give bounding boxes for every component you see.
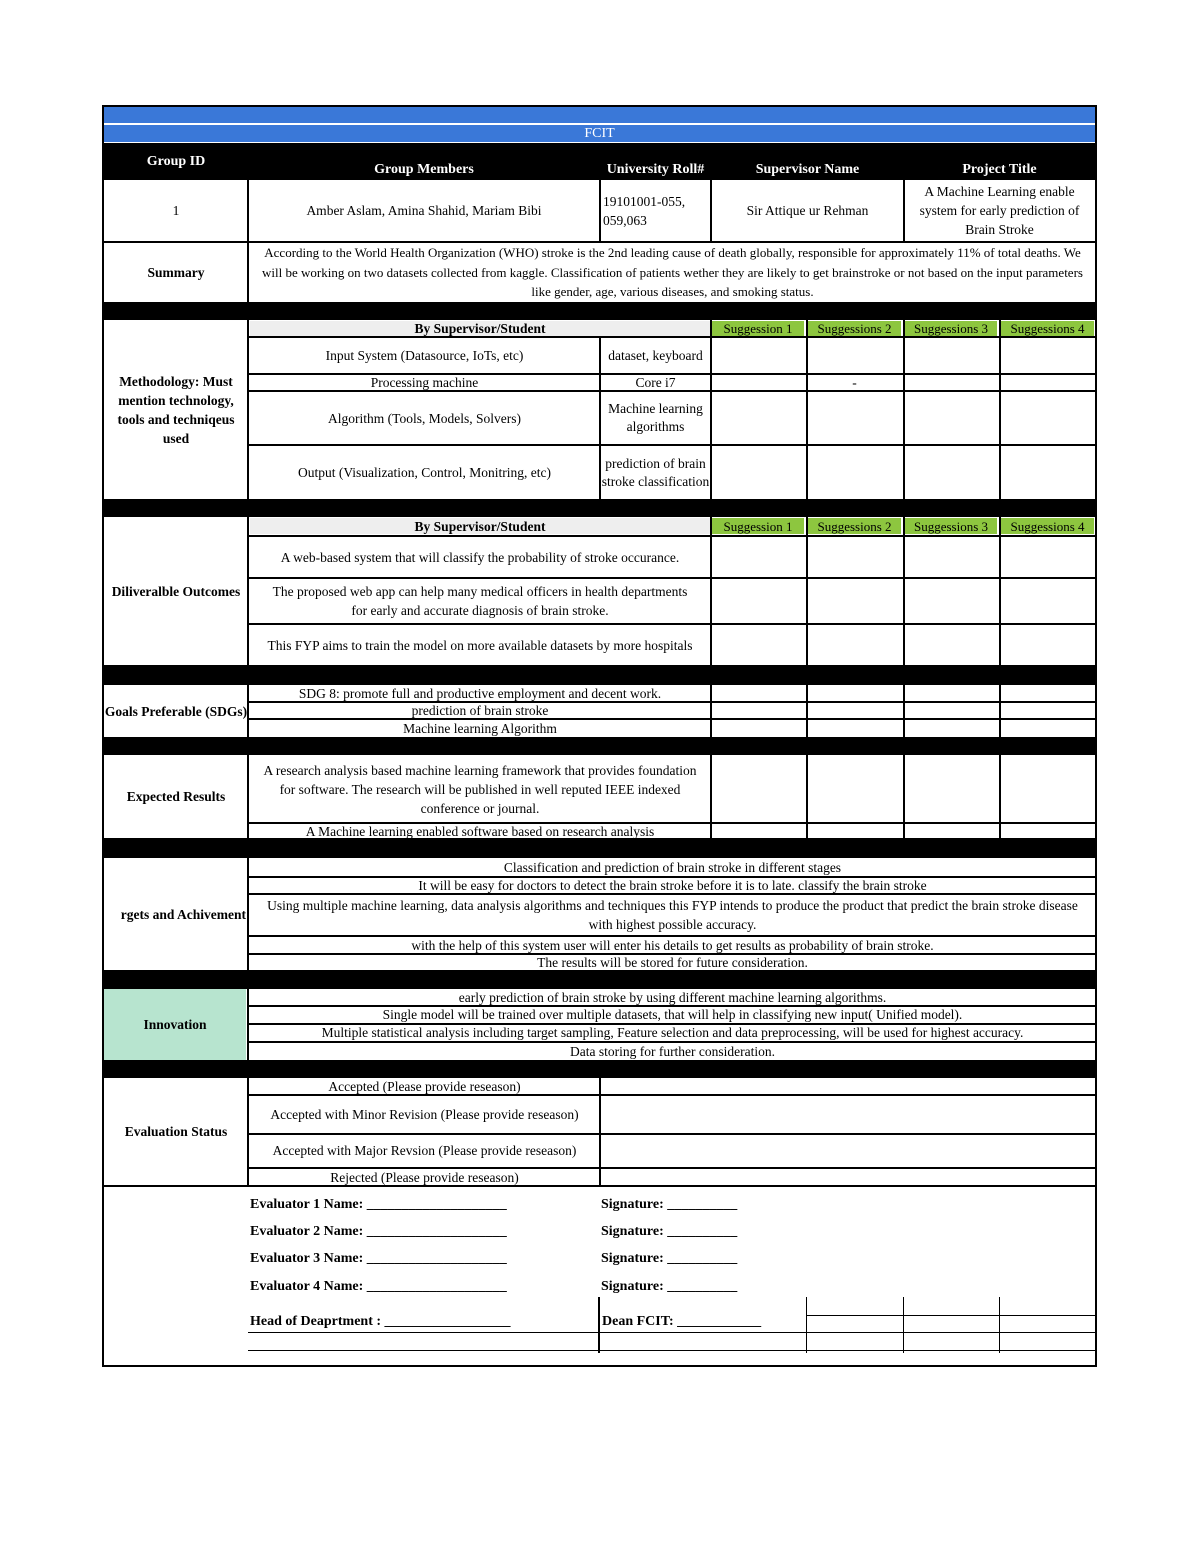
separator-bar xyxy=(104,737,1095,755)
proposal-sheet xyxy=(102,105,1097,1367)
deliverables-suggestion-4: Suggessions 4 xyxy=(1001,518,1094,534)
evaluator-3-name: Evaluator 3 Name: ____________________ xyxy=(250,1251,507,1266)
evaluator-4-signature: Signature: __________ xyxy=(601,1279,738,1294)
methodology-label: Methodology: Must mention technology, tools and techniqeus used xyxy=(117,373,235,446)
methodology-item: Input System (Datasource, IoTs, etc) xyxy=(325,348,524,363)
target-row: It will be easy for doctors to detect the brain stroke before it is to late. classify the brain stroke xyxy=(418,878,927,893)
evaluation-option: Accepted (Please provide reseason) xyxy=(328,1078,521,1094)
goal-row: Machine learning Algorithm xyxy=(403,721,557,736)
supervisor-name: Sir Attique ur Rehman xyxy=(746,203,869,218)
top-blue-bar xyxy=(104,107,1095,123)
expected-label: Expected Results xyxy=(126,789,226,804)
innovation-row: Data storing for further consideration. xyxy=(569,1044,776,1059)
separator-bar xyxy=(104,499,1095,517)
separator-bar xyxy=(104,302,1095,320)
methodology-suggestion-4: Suggessions 4 xyxy=(1001,321,1094,336)
methodology-by-label: By Supervisor/Student xyxy=(250,321,710,336)
header-group-members: Group Members xyxy=(374,162,474,177)
separator-bar xyxy=(104,838,1095,858)
separator-bar xyxy=(104,665,1095,685)
summary-label: Summary xyxy=(147,265,205,280)
target-row: with the help of this system user will enter his details to get results as probability of brain stroke. xyxy=(411,937,934,953)
expected-row: A Machine learning enabled software based on research analysis xyxy=(305,823,655,839)
evaluator-4-name: Evaluator 4 Name: ____________________ xyxy=(250,1279,507,1294)
deliverables-suggestion-3: Suggessions 3 xyxy=(905,518,997,534)
evaluation-option: Accepted with Major Revsion (Please provide reseason) xyxy=(272,1143,577,1158)
deliverables-suggestion-2: Suggessions 2 xyxy=(808,518,901,534)
group-members: Amber Aslam, Amina Shahid, Mariam Bibi xyxy=(306,203,542,218)
target-row: The results will be stored for future consideration. xyxy=(537,955,808,970)
deliverable-row: This FYP aims to train the model on more available datasets by more hospitals xyxy=(267,637,693,653)
evaluator-3-signature: Signature: __________ xyxy=(601,1251,738,1266)
header-group-id: Group ID xyxy=(146,154,206,169)
evaluation-label: Evaluation Status xyxy=(124,1124,228,1139)
separator-bar xyxy=(104,1060,1095,1078)
methodology-suggestion-1: Suggession 1 xyxy=(712,321,804,336)
innovation-row: early prediction of brain stroke by using different machine learning algorithms. xyxy=(458,989,887,1005)
methodology-item: Output (Visualization, Control, Monitring, etc) xyxy=(297,465,552,480)
expected-row: A research analysis based machine learning framework that provides foundation for software. The research will be published in well reputed IEEE indexed conference or journal. xyxy=(263,762,697,816)
goals-label: Goals Preferable (SDGs) xyxy=(104,703,248,719)
methodology-value: Core i7 xyxy=(635,375,676,390)
targets-label: rgets and Achivement xyxy=(120,906,246,922)
innovation-label: Innovation xyxy=(104,989,246,1060)
header-project-title: Project Title xyxy=(962,162,1037,177)
header-supervisor: Supervisor Name xyxy=(755,162,860,177)
methodology-item: Processing machine xyxy=(370,375,479,390)
evaluator-1-signature: Signature: __________ xyxy=(601,1197,738,1212)
methodology-suggestion-3: Suggessions 3 xyxy=(905,321,997,336)
target-row: Classification and prediction of brain stroke in different stages xyxy=(503,860,842,875)
deliverable-row: The proposed web app can help many medical officers in health departments for early and accurate diagnosis of brain stroke. xyxy=(272,584,688,618)
separator-bar xyxy=(104,970,1095,989)
methodology-value: prediction of brain stroke classification xyxy=(601,455,710,489)
banner-fcit: FCIT xyxy=(104,125,1095,142)
group-id: 1 xyxy=(172,203,180,218)
goal-row: prediction of brain stroke xyxy=(411,703,549,718)
evaluation-option: Accepted with Minor Revision (Please provide reseason) xyxy=(270,1107,579,1122)
deliverable-row: A web-based system that will classify the probability of stroke occurance. xyxy=(280,549,680,565)
head-of-department: Head of Deaprtment : __________________ xyxy=(250,1314,511,1329)
evaluator-2-signature: Signature: __________ xyxy=(601,1224,738,1239)
evaluation-option: Rejected (Please provide reseason) xyxy=(330,1169,519,1185)
roll-numbers: 19101001-055, 059,063 xyxy=(603,193,686,228)
innovation-row: Multiple statistical analysis including target sampling, Feature selection and data preprocessing, will be used for highest accuracy. xyxy=(321,1025,1024,1040)
innovation-row: Single model will be trained over multiple datasets, that will help in classifying new input( Unified model). xyxy=(382,1007,963,1022)
methodology-suggestion-2: Suggessions 2 xyxy=(808,321,901,336)
target-row: Using multiple machine learning, data analysis algorithms and techniques this FYP intends to produce the product that predict the brain stroke disease with highest possible accuracy. xyxy=(267,898,1078,932)
summary-text: According to the World Health Organization (WHO) stroke is the 2nd leading cause of death globally, responsible for approximately 11% of total deaths. We will be working on two datasets collected from kaggle. Classification of patients wether they are likely to get brainstroke or not based on the input parameters like gender, age, various diseases, and smoking status. xyxy=(262,245,1083,300)
deliverables-by-label: By Supervisor/Student xyxy=(250,518,710,534)
methodology-item: Algorithm (Tools, Models, Solvers) xyxy=(328,410,521,426)
evaluator-2-name: Evaluator 2 Name: ____________________ xyxy=(250,1224,507,1239)
goal-row: SDG 8: promote full and productive employment and decent work. xyxy=(298,685,662,701)
methodology-suggestion-mark: - xyxy=(852,375,857,390)
deliverables-suggestion-1: Suggession 1 xyxy=(712,518,804,534)
dean-fcit: Dean FCIT: ____________ xyxy=(602,1314,762,1329)
deliverables-label: Diliveralble Outcomes xyxy=(111,583,241,599)
methodology-value: dataset, keyboard xyxy=(608,347,703,363)
methodology-value: Machine learning algorithms xyxy=(608,401,703,434)
evaluator-1-name: Evaluator 1 Name: ____________________ xyxy=(250,1197,507,1212)
project-title: A Machine Learning enable system for early prediction of Brain Stroke xyxy=(919,184,1080,237)
header-roll: University Roll# xyxy=(606,162,705,177)
